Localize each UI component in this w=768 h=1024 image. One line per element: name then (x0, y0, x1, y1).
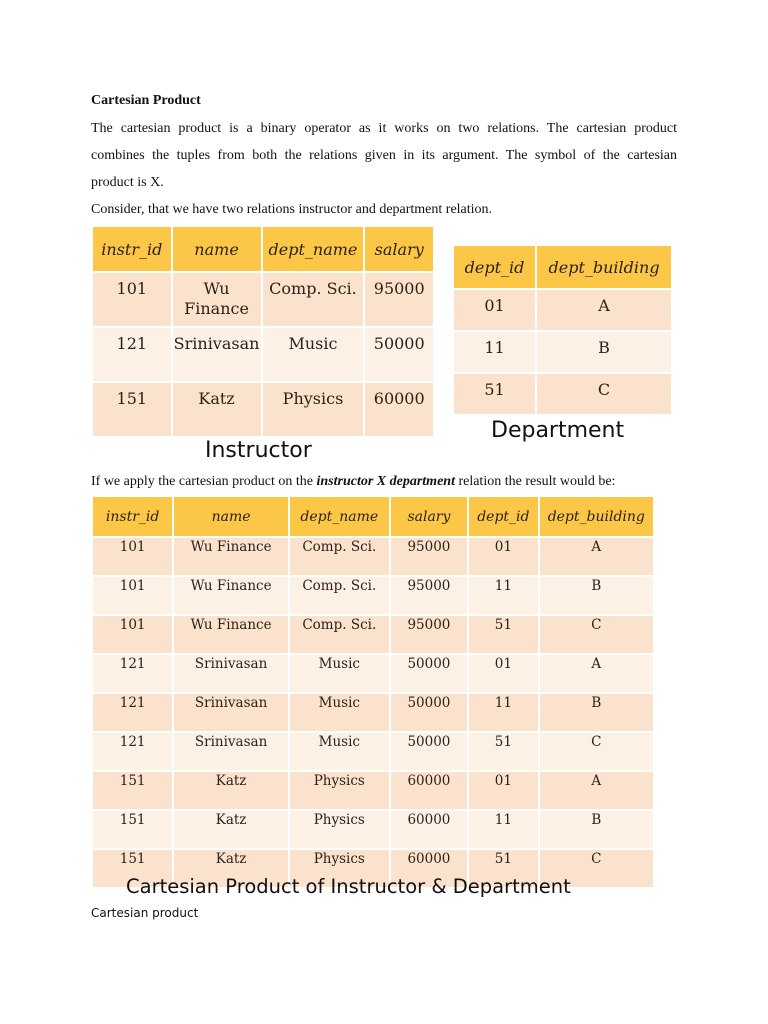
cell-dept-id: 11 (469, 694, 539, 733)
table-row (93, 694, 655, 733)
header-dept-id: dept_id (454, 246, 537, 290)
cell-dept-id: 01 (469, 655, 539, 694)
product-table (93, 497, 655, 889)
cell-dept-id: 11 (454, 332, 537, 374)
cell-instr-id: 121 (93, 328, 173, 383)
table-row (93, 655, 655, 694)
footer-caption: Cartesian product (91, 906, 199, 920)
cell-dept-building: B (540, 811, 655, 850)
cell-dept-id: 51 (469, 733, 539, 772)
cell-instr-id: 151 (93, 772, 174, 811)
cell-salary: 60000 (391, 772, 469, 811)
instructor-table (93, 227, 435, 438)
cell-name: Srinivasan (173, 328, 263, 383)
table-row (93, 811, 655, 850)
intro-paragraph (91, 115, 677, 196)
apply-prefix: If we apply the cartesian product on the (91, 474, 317, 489)
cell-name: Srinivasan (174, 733, 290, 772)
cell-dept-name: Music (290, 694, 391, 733)
cell-dept-id: 11 (469, 811, 539, 850)
header-dept-building: dept_building (540, 497, 655, 538)
cell-instr-id: 151 (93, 850, 174, 889)
intro-line-3: product is X. (91, 175, 164, 190)
cell-dept-name: Comp. Sci. (290, 577, 391, 616)
cell-salary: 95000 (391, 616, 469, 655)
cell-salary: 50000 (391, 733, 469, 772)
table-row (454, 332, 673, 374)
cell-name: Katz (173, 383, 263, 438)
table-row (93, 538, 655, 577)
header-salary: salary (365, 227, 435, 273)
intro-line-1: The cartesian product is a binary operator as it works on two relations. The cartesian product (91, 121, 677, 136)
cell-name: Wu Finance (174, 538, 290, 577)
cell-salary: 50000 (391, 694, 469, 733)
table-row (93, 328, 435, 383)
cell-dept-name: Music (290, 655, 391, 694)
cell-salary: 95000 (365, 273, 435, 328)
department-caption: Department (491, 418, 625, 443)
cell-dept-id: 51 (469, 616, 539, 655)
cell-salary: 60000 (365, 383, 435, 438)
cell-name: Katz (174, 850, 290, 889)
cell-dept-name: Music (263, 328, 366, 383)
cell-dept-building: C (540, 733, 655, 772)
header-instr-id: instr_id (93, 227, 173, 273)
product-caption: Cartesian Product of Instructor & Department (126, 875, 571, 898)
cell-name: Wu Finance (173, 273, 263, 328)
cell-dept-id: 51 (469, 850, 539, 889)
cell-instr-id: 121 (93, 655, 174, 694)
header-dept-id: dept_id (469, 497, 539, 538)
table-row (93, 616, 655, 655)
cell-salary: 50000 (365, 328, 435, 383)
cell-name: Wu Finance (174, 577, 290, 616)
cell-dept-building: B (537, 332, 673, 374)
department-header-row (454, 246, 673, 290)
cell-dept-building: C (537, 374, 673, 416)
cell-dept-building: B (540, 577, 655, 616)
cell-instr-id: 151 (93, 811, 174, 850)
product-header-row (93, 497, 655, 538)
cell-dept-name: Physics (290, 850, 391, 889)
instructor-header-row (93, 227, 435, 273)
apply-suffix: relation the result would be: (454, 474, 616, 489)
cell-dept-building: C (540, 850, 655, 889)
instructor-caption: Instructor (205, 438, 312, 463)
header-dept-name: dept_name (290, 497, 391, 538)
table-row (93, 273, 435, 328)
cell-dept-name: Physics (290, 772, 391, 811)
cell-instr-id: 121 (93, 733, 174, 772)
cell-instr-id: 121 (93, 694, 174, 733)
cell-instr-id: 151 (93, 383, 173, 438)
cell-dept-building: B (540, 694, 655, 733)
cell-salary: 95000 (391, 577, 469, 616)
apply-emphasis: instructor X department (316, 474, 455, 489)
table-row (93, 383, 435, 438)
cell-instr-id: 101 (93, 273, 173, 328)
table-row (93, 733, 655, 772)
cell-salary: 50000 (391, 655, 469, 694)
section-title: Cartesian Product (91, 93, 201, 108)
cell-name: Wu Finance (174, 616, 290, 655)
cell-dept-name: Comp. Sci. (290, 616, 391, 655)
header-name: name (173, 227, 263, 273)
cell-dept-id: 01 (469, 538, 539, 577)
cell-dept-building: A (540, 772, 655, 811)
cell-salary: 95000 (391, 538, 469, 577)
cell-instr-id: 101 (93, 577, 174, 616)
cell-dept-name: Comp. Sci. (263, 273, 366, 328)
cell-dept-building: A (540, 538, 655, 577)
apply-paragraph (91, 468, 677, 495)
cell-dept-building: A (540, 655, 655, 694)
department-table (454, 246, 673, 416)
cell-salary: 60000 (391, 850, 469, 889)
header-dept-name: dept_name (263, 227, 366, 273)
header-salary: salary (391, 497, 469, 538)
intro-line-2: combines the tuples from both the relations given in its argument. The symbol of the cartesian (91, 148, 677, 163)
table-row (454, 374, 673, 416)
table-row (454, 290, 673, 332)
cell-name: Srinivasan (174, 694, 290, 733)
cell-dept-id: 11 (469, 577, 539, 616)
table-row (93, 772, 655, 811)
cell-dept-building: C (540, 616, 655, 655)
cell-instr-id: 101 (93, 538, 174, 577)
cell-name: Katz (174, 772, 290, 811)
cell-salary: 60000 (391, 811, 469, 850)
cell-name: Katz (174, 811, 290, 850)
cell-dept-id: 51 (454, 374, 537, 416)
cell-dept-building: A (537, 290, 673, 332)
cell-dept-id: 01 (454, 290, 537, 332)
header-instr-id: instr_id (93, 497, 174, 538)
cell-dept-id: 01 (469, 772, 539, 811)
header-name: name (174, 497, 290, 538)
cell-dept-name: Physics (290, 811, 391, 850)
cell-dept-name: Music (290, 733, 391, 772)
cell-instr-id: 101 (93, 616, 174, 655)
cell-name: Srinivasan (174, 655, 290, 694)
cell-dept-name: Physics (263, 383, 366, 438)
consider-paragraph: Consider, that we have two relations instructor and department relation. (91, 202, 493, 217)
header-dept-building: dept_building (537, 246, 673, 290)
table-row (93, 577, 655, 616)
cell-dept-name: Comp. Sci. (290, 538, 391, 577)
